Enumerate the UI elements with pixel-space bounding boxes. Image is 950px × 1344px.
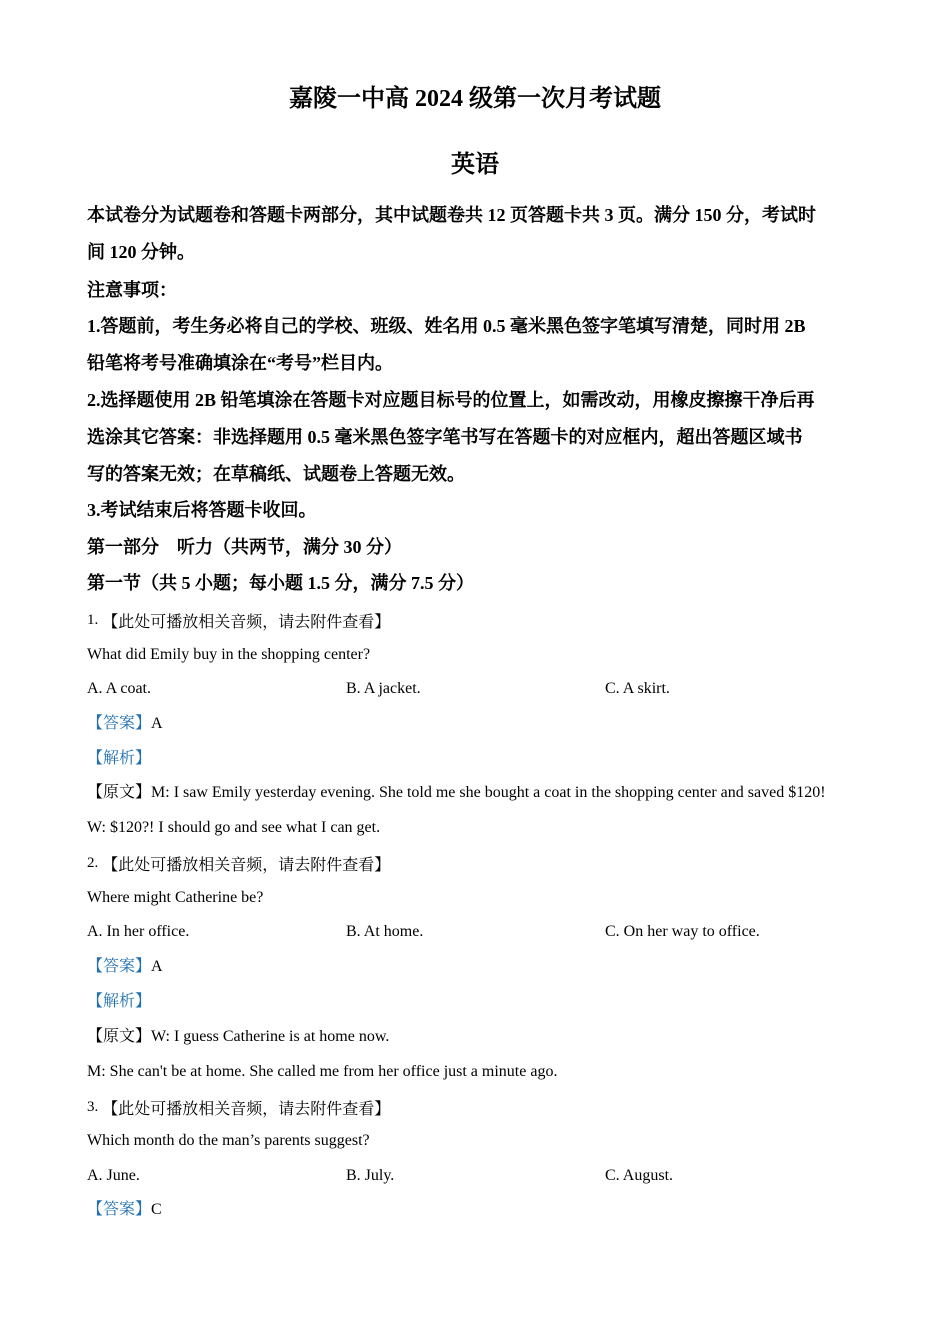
question-3-number: 3. (87, 1099, 99, 1115)
question-1-transcript-line-2: W: $120?! I should go and see what I can get. (87, 819, 381, 836)
subject-title: 英语 (451, 152, 499, 178)
question-3-option-a: A. June. (87, 1167, 140, 1184)
question-3-prompt: Which month do the man’s parents suggest? (87, 1132, 370, 1149)
question-2-prompt: Where might Catherine be? (87, 889, 264, 906)
notice-item-2-line-1: 2.选择题使用 2B 铅笔填涂在答题卡对应题目标号的位置上，如需改动，用橡皮擦擦干净后再 (87, 390, 815, 410)
question-2-answer (87, 957, 163, 977)
question-1-option-a: A. A coat. (87, 680, 151, 697)
audio-placeholder[interactable]: 【此处可播放相关音频，请去附件查看】 (102, 857, 391, 874)
question-3-audio-line (87, 1097, 390, 1120)
question-2-option-a: A. In her office. (87, 923, 190, 940)
question-1-option-c: C. A skirt. (605, 680, 670, 697)
question-2-audio-line (87, 853, 390, 876)
transcript-label: 【原文】 (87, 784, 152, 801)
section-1-heading: 第一节（共 5 小题；每小题 1.5 分，满分 7.5 分） (87, 573, 474, 593)
question-1-analysis (87, 749, 151, 769)
intro-line-1: 本试卷分为试题卷和答题卡两部分，其中试题卷共 12 页答题卡共 3 页。满分 150 分，考试时 (87, 205, 816, 225)
question-2-number: 2. (87, 855, 99, 871)
audio-placeholder[interactable]: 【此处可播放相关音频，请去附件查看】 (102, 1101, 391, 1118)
answer-label: 【答案】 (87, 715, 152, 732)
transcript-text: W: I guess Catherine is at home now. (151, 1028, 390, 1045)
page-title: 嘉陵一中高 2024 级第一次月考试题 (289, 86, 661, 112)
audio-placeholder[interactable]: 【此处可播放相关音频，请去附件查看】 (102, 614, 391, 631)
question-3-option-c: C. August. (605, 1167, 674, 1184)
analysis-label: 【解析】 (87, 993, 152, 1010)
answer-value: A (151, 958, 163, 975)
notice-item-2-line-2: 选涂其它答案：非选择题用 0.5 毫米黑色签字笔书写在答题卡的对应框内，超出答题区域书 (87, 427, 803, 447)
question-1-transcript-line-1 (87, 783, 826, 803)
notice-item-3: 3.考试结束后将答题卡收回。 (87, 500, 317, 520)
answer-value: C (151, 1201, 162, 1218)
part-1-heading: 第一部分 听力（共两节，满分 30 分） (87, 537, 402, 557)
intro-line-2: 间 120 分钟。 (87, 242, 195, 262)
notice-item-1-line-1: 1.答题前，考生务必将自己的学校、班级、姓名用 0.5 毫米黑色签字笔填写清楚，同时用 2B (87, 316, 806, 336)
notice-heading: 注意事项： (87, 280, 177, 300)
question-1-audio-line (87, 610, 390, 633)
analysis-label: 【解析】 (87, 750, 152, 767)
notice-item-2-line-3: 写的答案无效；在草稿纸、试题卷上答题无效。 (87, 464, 465, 484)
notice-item-1-line-2: 铅笔将考号准确填涂在“考号”栏目内。 (87, 353, 393, 373)
question-1-number: 1. (87, 612, 99, 628)
question-1-prompt: What did Emily buy in the shopping center? (87, 646, 371, 663)
answer-label: 【答案】 (87, 1201, 152, 1218)
question-3-answer (87, 1200, 162, 1220)
question-2-transcript-line-2: M: She can't be at home. She called me from her office just a minute ago. (87, 1063, 558, 1080)
question-3-option-b: B. July. (346, 1167, 395, 1184)
transcript-label: 【原文】 (87, 1028, 152, 1045)
transcript-text: M: I saw Emily yesterday evening. She told me she bought a coat in the shopping center and saved $120! (151, 784, 826, 801)
question-1-option-b: B. A jacket. (346, 680, 421, 697)
question-1-answer (87, 714, 163, 734)
answer-label: 【答案】 (87, 958, 152, 975)
question-2-option-c: C. On her way to office. (605, 923, 760, 940)
question-2-option-b: B. At home. (346, 923, 424, 940)
question-2-transcript-line-1 (87, 1027, 389, 1047)
answer-value: A (151, 715, 163, 732)
question-2-analysis (87, 992, 151, 1012)
